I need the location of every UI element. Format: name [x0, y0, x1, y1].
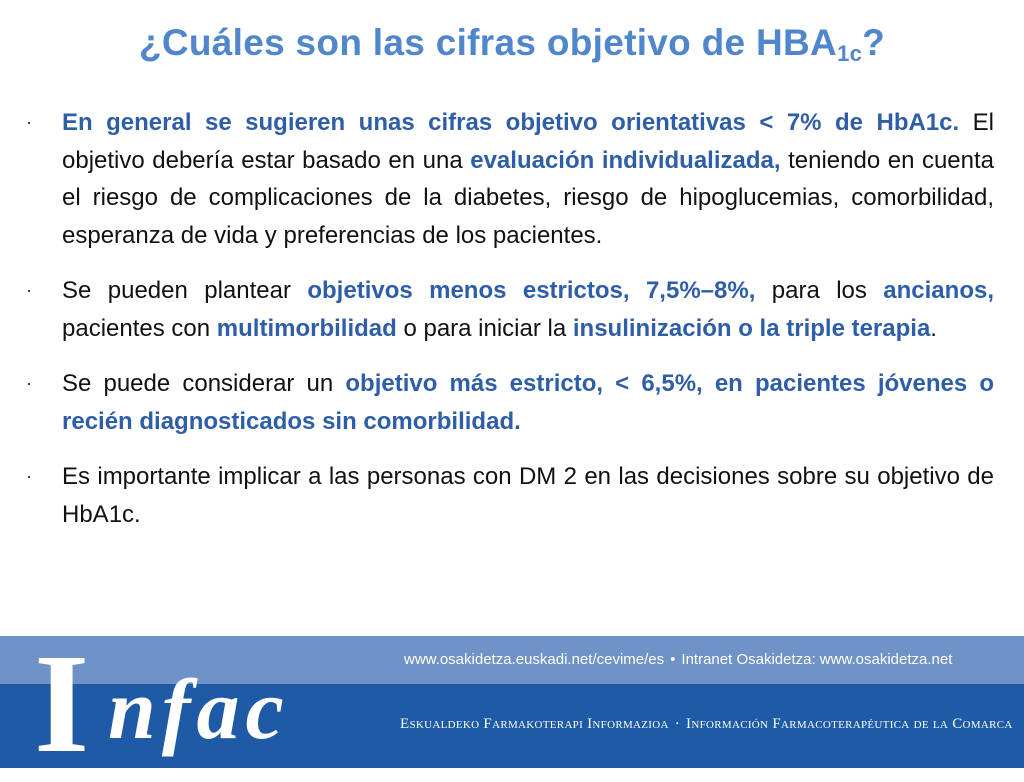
highlighted-text: multimorbilidad	[216, 314, 397, 342]
bullet-marker: ·	[26, 466, 32, 486]
cevime-link[interactable]: www.osakidetza.euskadi.net/cevime/es	[404, 651, 665, 668]
logo-rest: nfac	[108, 661, 290, 757]
bullet-item	[26, 104, 994, 254]
footer-tagline	[400, 716, 1013, 733]
body-text: Se puede considerar un	[62, 370, 346, 397]
bullet-list	[26, 104, 994, 551]
bullet-marker: ·	[26, 112, 32, 132]
link-separator: •	[670, 651, 676, 668]
bullet-marker: ·	[26, 373, 32, 393]
body-text: El objetivo debería estar basado en una	[62, 109, 995, 174]
highlighted-text: En general se sugieren unas cifras objetivo orientativas < 7% de HbA1c.	[62, 109, 960, 136]
body-text: teniendo en cuenta el riesgo de complicaciones de la diabetes, riesgo de hipoglucemias, comorbilidad, esperanza de vida y preferencias de los pacientes.	[62, 146, 995, 249]
highlighted-text: objetivo más estricto, < 6,5%, en pacientes jóvenes o recién diagnosticados sin comorbilidad.	[62, 370, 994, 435]
logo-initial: I	[34, 624, 90, 782]
tagline-spanish: Información Farmacoterapéutica de la Comarca	[686, 716, 1013, 732]
tagline-separator: ·	[674, 716, 681, 732]
slide-title	[0, 22, 1024, 67]
title-subscript: 1c	[837, 41, 863, 66]
title-question-mark: ?	[862, 22, 886, 63]
body-text: .	[930, 314, 937, 342]
bullet-item	[26, 458, 994, 533]
footer-banner	[0, 624, 1024, 782]
highlighted-text: insulinización o la triple terapia	[572, 314, 931, 342]
highlighted-text: objetivos menos estrictos, 7,5%–8%,	[307, 277, 756, 304]
body-text: Es importante implicar a las personas con DM 2 en las decisiones sobre su objetivo de HbA1c.	[62, 463, 994, 528]
highlighted-text: evaluación individualizada,	[470, 146, 781, 174]
title-text: ¿Cuáles son las cifras objetivo de HBA	[138, 22, 838, 63]
body-text: Se pueden plantear	[62, 277, 308, 304]
bullet-item	[26, 272, 994, 347]
body-text: o para iniciar la	[396, 314, 573, 342]
body-text: para los	[755, 277, 884, 304]
intranet-link[interactable]: Intranet Osakidetza: www.osakidetza.net	[681, 651, 953, 668]
bullet-item	[26, 365, 994, 440]
footer-links	[404, 651, 952, 668]
bullet-marker: ·	[26, 280, 32, 300]
tagline-basque: Eskualdeko Farmakoterapi Informazioa	[400, 716, 669, 732]
body-text: pacientes con	[62, 314, 217, 342]
highlighted-text: ancianos,	[883, 277, 994, 304]
